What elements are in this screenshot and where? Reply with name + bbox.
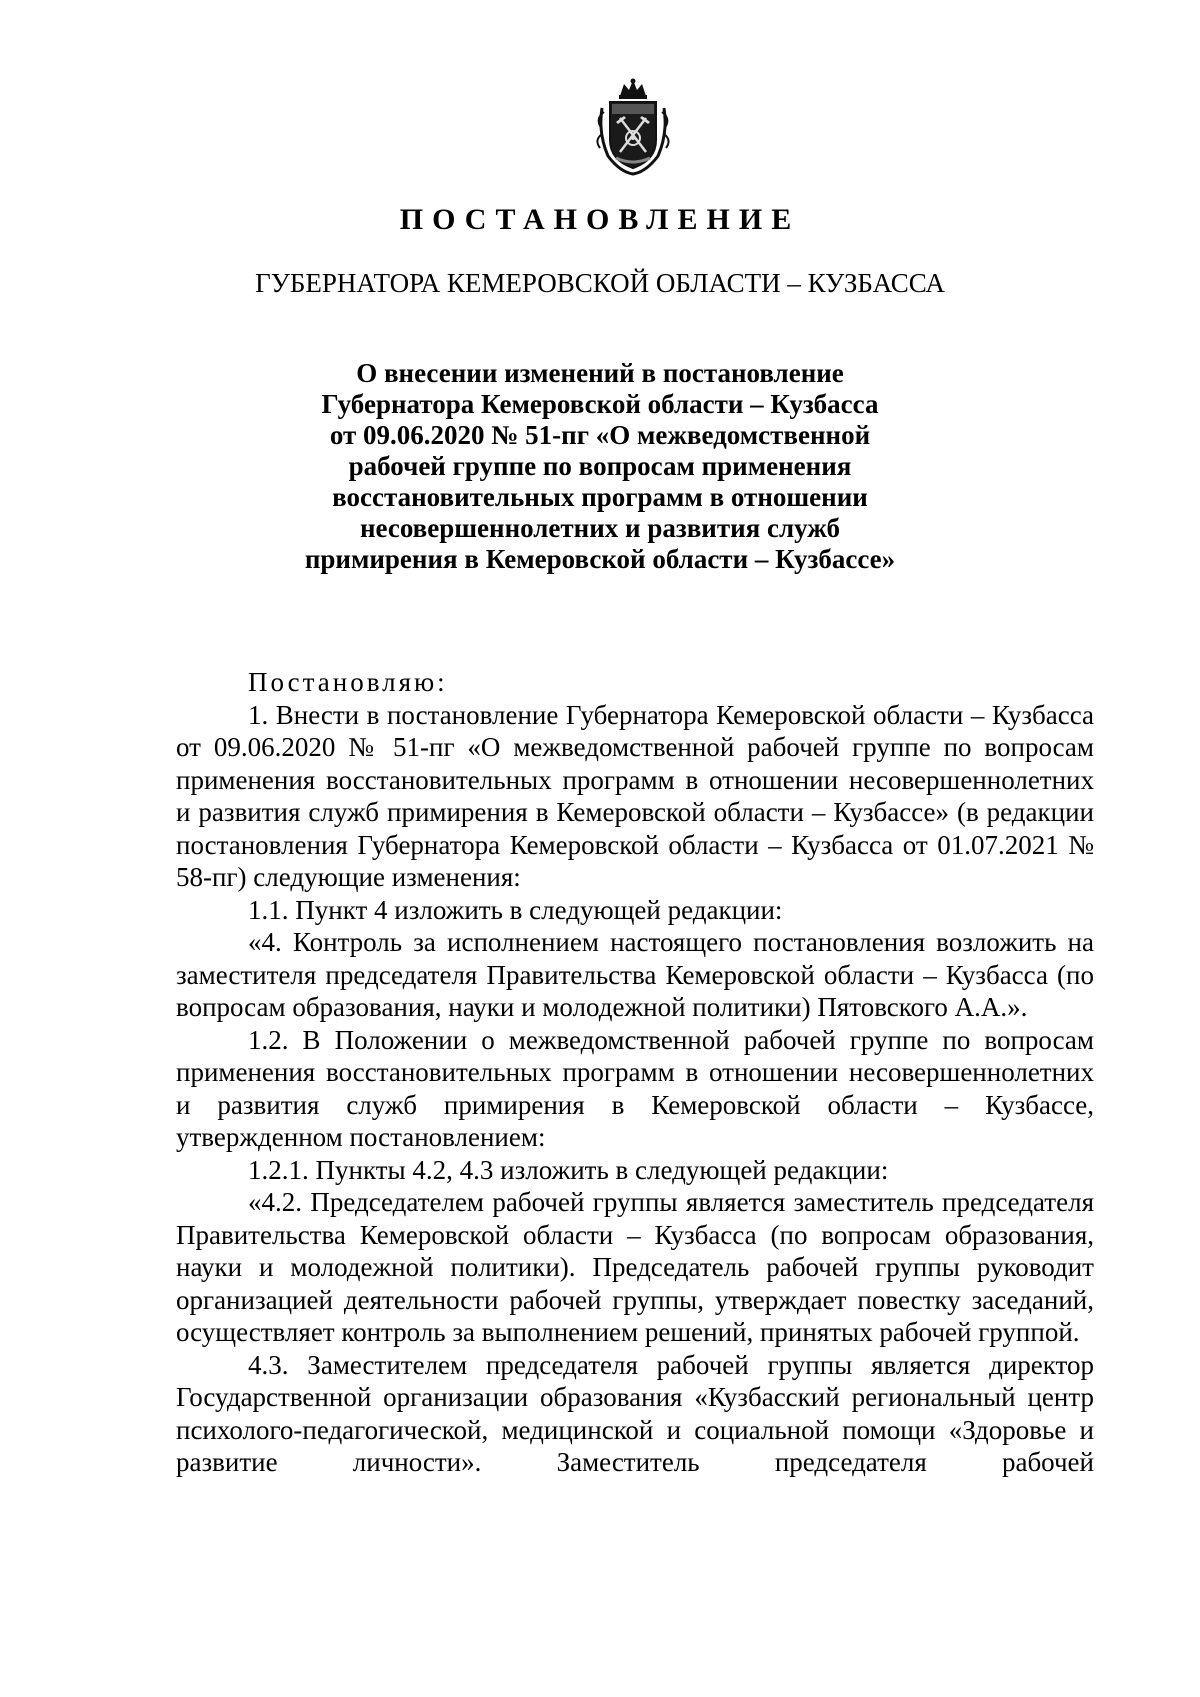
title-line: примирения в Кемеровской области – Кузбассе» — [304, 544, 896, 574]
title-line: от 09.06.2020 № 51-пг «О межведомственной — [329, 420, 871, 450]
paragraph-1-2-1: 1.2.1. Пункты 4.2, 4.3 изложить в следующей редакции: — [248, 1154, 889, 1185]
title-line: восстановительных программ в отношении — [332, 482, 868, 512]
paragraph-1-1: 1.1. Пункт 4 изложить в следующей редакции: — [248, 894, 783, 925]
paragraph-1: 1. Внести в постановление Губернатора Кемеровской области – Кузбасса от 09.06.2020 № 51-пг «О межведомственной рабочей группе по вопросам применения восстановительных программ в отношении несовершеннолетних и развития служб примирения в Кемеровской области – Кузбассе» (в редакции постановления Губернатора Кемеровской области – Кузбасса от 01.07.2021 № 58-пг) следующие изменения: — [176, 699, 1094, 892]
paragraph-1-2: 1.2. В Положении о межведомственной рабочей группе по вопросам применения восстановительных программ в отношении несовершеннолетних и развития служб примирения в Кемеровской области – Кузбассе, утвержденном постановлением: — [176, 1024, 1094, 1152]
paragraph-1-1-text: «4. Контроль за исполнением настоящего постановления возложить на заместителя председателя Правительства Кемеровской области – Кузбасса (по вопросам образования, науки и молодежной политики) Пятовского А.А.». — [176, 927, 1094, 1022]
resolve-word: Постановляю: — [248, 667, 448, 697]
title-line: рабочей группе по вопросам применения — [348, 451, 852, 481]
title-line: О внесении изменений в постановление — [356, 358, 844, 388]
paragraph-4-2: «4.2. Председателем рабочей группы является заместитель председателя Правительства Кемеровской области – Кузбасса (по вопросам образования, науки и молодежной политики). Председатель рабочей группы руководит организацией деятельности рабочей группы, утверждает повестку заседаний, осуществляет контроль за выполнением решений, принятых рабочей группой. — [176, 1187, 1094, 1347]
document-title — [250, 358, 950, 575]
document-body — [176, 666, 1094, 1479]
document-type-heading: ПОСТАНОВЛЕНИЕ — [399, 203, 801, 236]
issuer-heading: ГУБЕРНАТОРА КЕМЕРОВСКОЙ ОБЛАСТИ – КУЗБАССА — [255, 268, 945, 298]
title-line: несовершеннолетних и развития служб — [359, 513, 841, 543]
paragraph-4-3: 4.3. Заместителем председателя рабочей группы является директор Государственной организации образования «Кузбасский региональный центр психолого-педагогической, медицинской и социальной помощи «Здоровье и развитие личности». Заместитель председателя рабочей — [176, 1349, 1094, 1477]
kuzbass-coat-of-arms-icon — [594, 78, 672, 176]
title-line: Губернатора Кемеровской области – Кузбасса — [321, 389, 879, 419]
